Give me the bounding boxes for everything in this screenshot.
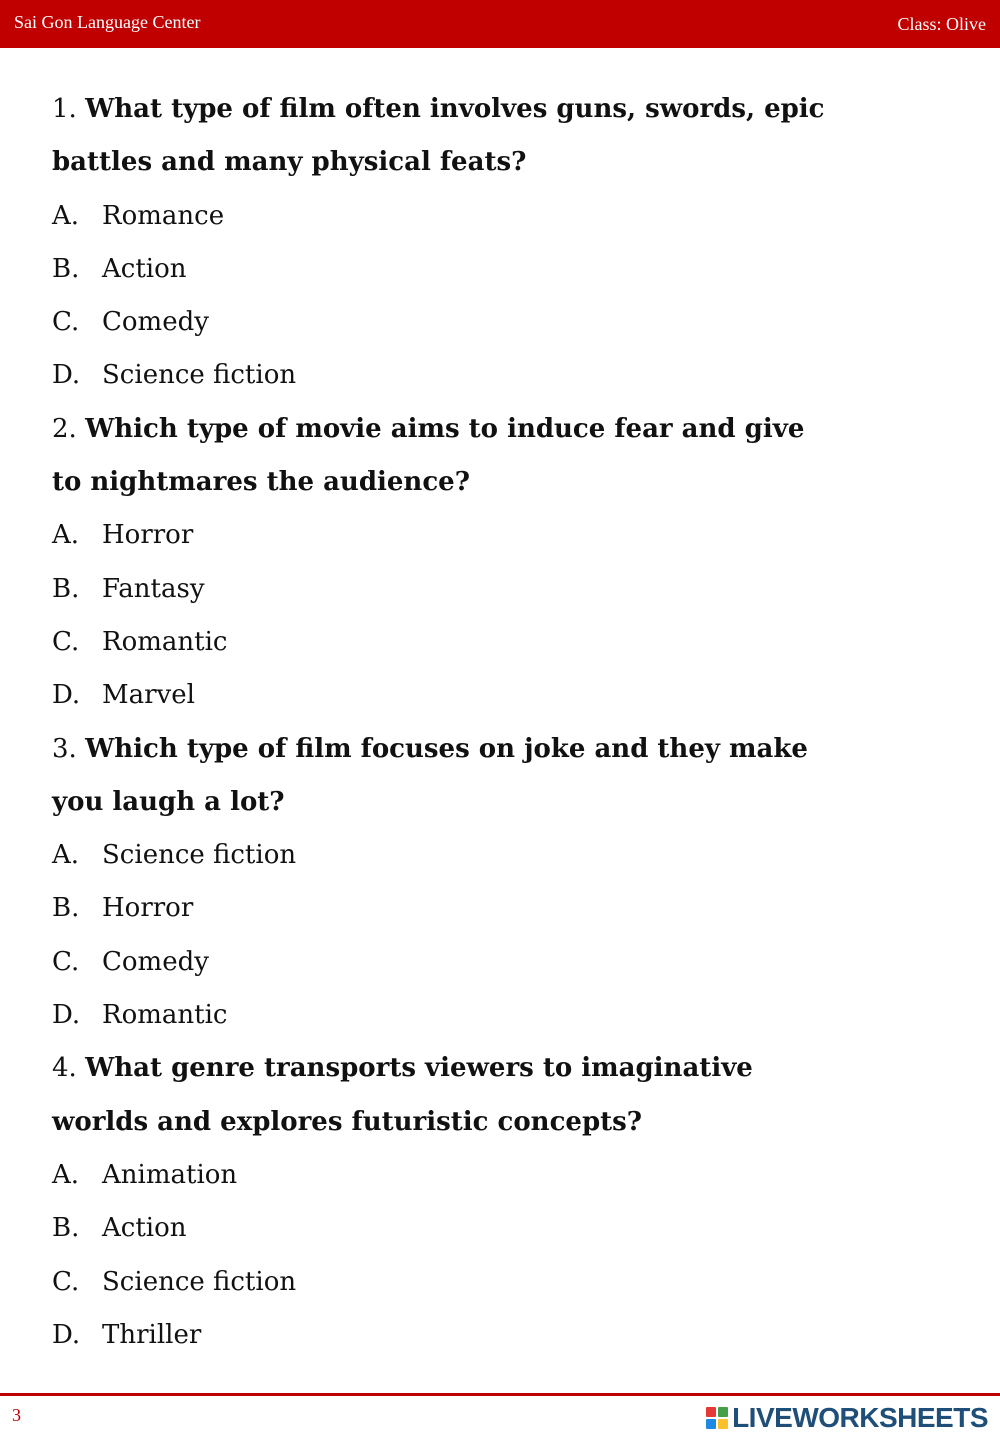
- option-text: Animation: [102, 1159, 238, 1190]
- answer-option[interactable]: [52, 509, 952, 562]
- answer-option[interactable]: [52, 669, 952, 722]
- option-text: Science fiction: [102, 1266, 297, 1297]
- option-text: Horror: [102, 520, 194, 551]
- question-number: 4.: [52, 1053, 77, 1084]
- answer-option[interactable]: [52, 1256, 952, 1309]
- option-letter: D.: [52, 680, 81, 711]
- question-text: to nightmares the audience?: [52, 467, 470, 498]
- quiz-content: [52, 83, 952, 1362]
- question-text-line: [52, 723, 952, 776]
- question-number: 3.: [52, 733, 77, 764]
- answer-option[interactable]: [52, 349, 952, 402]
- page-header: [0, 0, 1000, 48]
- liveworksheets-brand[interactable]: [706, 1403, 988, 1433]
- question-number: 2.: [52, 413, 77, 444]
- option-letter: D.: [52, 1000, 81, 1031]
- option-text: Romantic: [102, 626, 228, 657]
- option-letter: D.: [52, 1319, 81, 1350]
- option-letter: A.: [52, 1159, 80, 1190]
- answer-option[interactable]: [52, 1309, 952, 1362]
- answer-option[interactable]: [52, 1149, 952, 1202]
- option-text: Romantic: [102, 1000, 228, 1031]
- option-text: Marvel: [102, 680, 195, 711]
- question-text-line: [52, 456, 952, 509]
- brand-text: LIVEWORKSHEETS: [732, 1402, 988, 1433]
- option-text: Action: [102, 1213, 187, 1244]
- question-text-line: [52, 1096, 952, 1149]
- option-text: Comedy: [102, 307, 209, 338]
- page-number: 3: [12, 1405, 21, 1425]
- answer-option[interactable]: [52, 243, 952, 296]
- option-letter: D.: [52, 360, 81, 391]
- option-letter: A.: [52, 200, 80, 231]
- answer-option[interactable]: [52, 829, 952, 882]
- option-letter: B.: [52, 1213, 80, 1244]
- question-text: worlds and explores futuristic concepts?: [52, 1106, 643, 1137]
- option-letter: C.: [52, 946, 80, 977]
- question-text: you laugh a lot?: [52, 786, 285, 817]
- answer-option[interactable]: [52, 882, 952, 935]
- answer-option[interactable]: [52, 616, 952, 669]
- option-text: Horror: [102, 893, 194, 924]
- answer-option[interactable]: [52, 989, 952, 1042]
- question-block: [52, 1042, 952, 1362]
- answer-option[interactable]: [52, 1202, 952, 1255]
- option-text: Science fiction: [102, 840, 297, 871]
- answer-option[interactable]: [52, 296, 952, 349]
- class-label: Class: Olive: [897, 14, 986, 34]
- answer-option[interactable]: [52, 190, 952, 243]
- option-text: Thriller: [102, 1319, 202, 1350]
- option-text: Comedy: [102, 946, 209, 977]
- answer-option[interactable]: [52, 563, 952, 616]
- option-letter: A.: [52, 520, 80, 551]
- option-letter: C.: [52, 307, 80, 338]
- option-letter: C.: [52, 1266, 80, 1297]
- question-text-line: [52, 776, 952, 829]
- question-text-line: [52, 403, 952, 456]
- question-block: [52, 83, 952, 403]
- center-name: Sai Gon Language Center: [14, 12, 201, 32]
- option-letter: C.: [52, 626, 80, 657]
- question-text: battles and many physical feats?: [52, 147, 527, 178]
- option-text: Science fiction: [102, 360, 297, 391]
- question-text: Which type of film focuses on joke and they make: [85, 733, 808, 764]
- question-block: [52, 723, 952, 1043]
- option-text: Romance: [102, 200, 225, 231]
- question-text: Which type of movie aims to induce fear and give: [85, 413, 805, 444]
- question-text-line: [52, 136, 952, 189]
- answer-option[interactable]: [52, 936, 952, 989]
- option-text: Action: [102, 253, 187, 284]
- option-letter: A.: [52, 840, 80, 871]
- question-block: [52, 403, 952, 723]
- option-letter: B.: [52, 573, 80, 604]
- question-text: What genre transports viewers to imaginative: [85, 1053, 753, 1084]
- question-text-line: [52, 83, 952, 136]
- option-text: Fantasy: [102, 573, 205, 604]
- question-text-line: [52, 1042, 952, 1095]
- option-letter: B.: [52, 253, 80, 284]
- liveworksheets-logo-icon: [706, 1407, 728, 1429]
- question-number: 1.: [52, 94, 77, 124]
- footer-divider: [0, 1393, 1000, 1396]
- question-text: What type of film often involves guns, swords, epic: [85, 94, 825, 124]
- option-letter: B.: [52, 893, 80, 924]
